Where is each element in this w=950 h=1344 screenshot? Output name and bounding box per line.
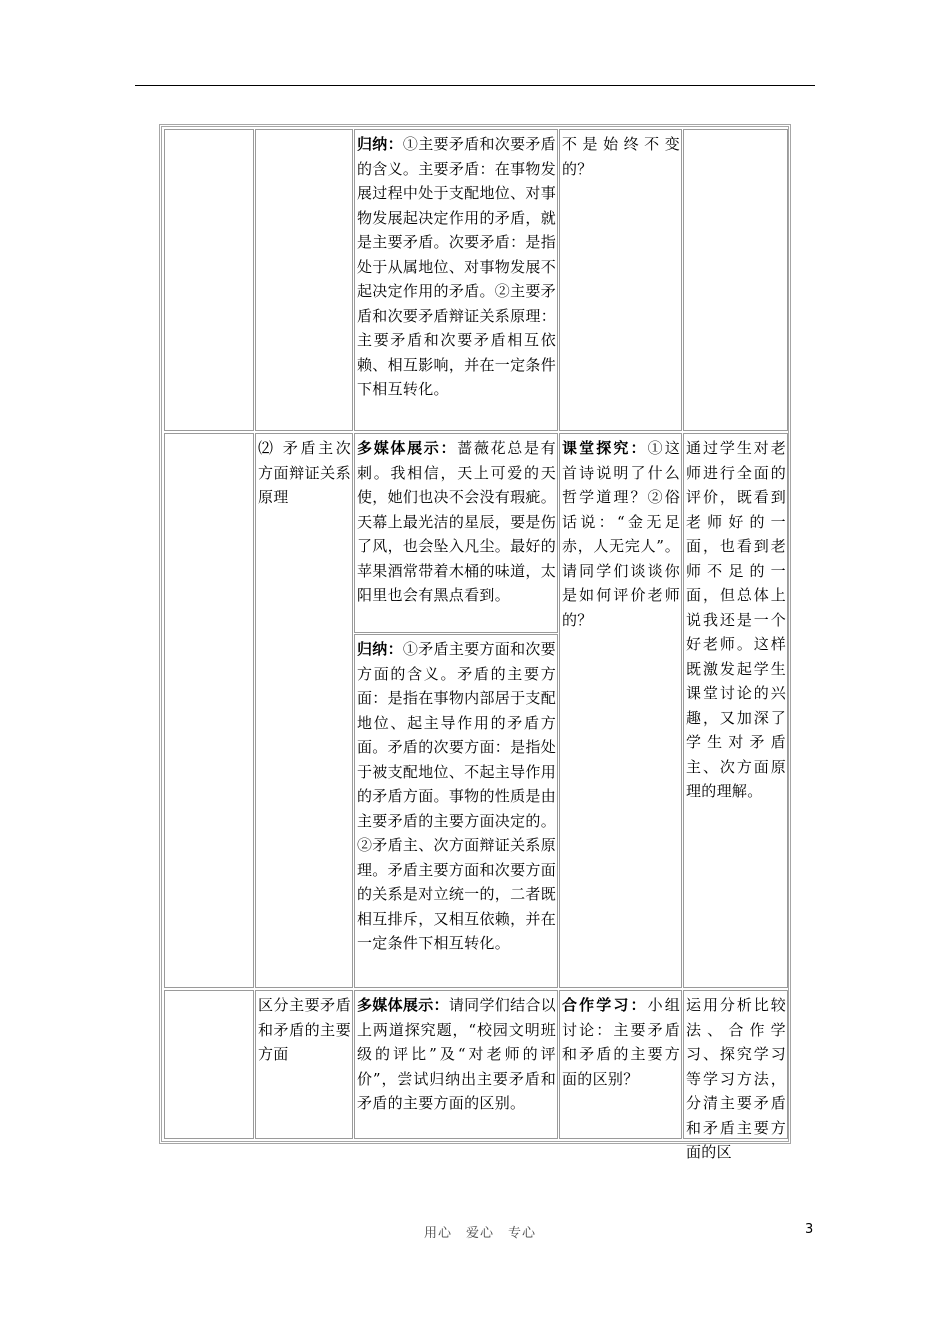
r3-col1-cell	[164, 990, 254, 1139]
r3-student-text: 小组讨论：主要矛盾和矛盾的主要方面的区别？	[562, 996, 680, 1088]
r2-summary-text: ①矛盾主要方面和次要方面的含义。矛盾的主要方面：是指在事物内部居于支配地位、起主导作用的矛盾方面。矛盾的次要方面：是指处于被支配地位、不起主导作用的矛盾方面。事物的性质是由主要矛盾的主要方面决定的。②矛盾主、次方面辩证关系原理。矛盾主要方面和次要方面的关系是对立统一的，二者既相互排斥，又相互依赖，并在一定条件下相互转化。	[357, 640, 556, 952]
r3-topic-cell	[255, 990, 353, 1139]
r1-student-cell	[559, 129, 682, 431]
r2-student-text: ①这首诗说明了什么哲学道理？②俗话说：“金无足赤，人无完人”。请同学们谈谈你是如何评价老师的？	[562, 439, 680, 629]
r3-activity-text: 请同学们结合以上两道探究题，“校园文明班级的评比”及“对老师的评价”，尝试归纳出主要矛盾和矛盾的主要方面的区别。	[357, 996, 556, 1112]
r3-student-cell	[559, 990, 682, 1139]
r2-activity-label: 多媒体展示：	[357, 439, 458, 457]
r1-topic-cell	[255, 129, 353, 431]
page-number: 3	[805, 1222, 814, 1237]
r2-student-cell	[559, 433, 682, 988]
r2-student-label: 课堂探究：	[562, 439, 648, 457]
r2-activity-cell	[354, 433, 558, 633]
r2-topic-cell	[255, 433, 353, 988]
r3-topic-text: 区分主要矛盾和矛盾的主要方面	[258, 996, 351, 1063]
r2-col1-cell	[164, 433, 254, 988]
r3-activity-label: 多媒体展示：	[357, 996, 449, 1014]
r3-activity-cell	[354, 990, 558, 1139]
r2-activity-text: 蔷薇花总是有刺。我相信，天上可爱的天使，她们也决不会没有瑕疵。天幕上最光洁的星辰，要是伤了风，也会坠入凡尘。最好的苹果酒常带着木桶的味道，太阳里也会有黑点看到。	[357, 439, 556, 604]
r1-activity-text: ①主要矛盾和次要矛盾的含义。主要矛盾：在事物发展过程中处于支配地位、对事物发展起决定作用的矛盾，就是主要矛盾。次要矛盾：是指处于从属地位、对事物发展不起决定作用的矛盾。②主要矛盾和次要矛盾辩证关系原理：主要矛盾和次要矛盾相互依赖、相互影响，并在一定条件下相互转化。	[357, 135, 556, 398]
r3-purpose-cell	[683, 990, 788, 1161]
r3-student-label: 合作学习：	[562, 996, 648, 1014]
lesson-plan-table	[159, 124, 791, 1161]
r1-col1-cell	[164, 129, 254, 431]
r3-purpose-text: 运用分析比较法、合作学习、探究学习等学习方法，分清主要矛盾和矛盾主要方面的区	[686, 996, 786, 1161]
r2-topic-text: ⑵ 矛盾主次方面辩证关系原理	[258, 439, 351, 506]
r2-purpose-text: 通过学生对老师进行全面的评价，既看到老师好的一面，也看到老师不足的一面，但总体上说我还是一个好老师。这样既激发起学生课堂讨论的兴趣，又加深了学生对矛盾主、次方面原理的理解。	[686, 439, 786, 800]
header-rule	[135, 85, 815, 86]
r1-purpose-cell	[683, 129, 788, 431]
r2-purpose-cell	[683, 433, 788, 988]
r2-summary-label: 归纳：	[357, 640, 403, 658]
r1-activity-cell	[354, 129, 558, 431]
r2-summary-cell	[354, 634, 558, 988]
r1-activity-label: 归纳：	[357, 135, 403, 153]
footer-motto: 用心 爱心 专心	[423, 1226, 536, 1241]
r1-student-text: 不是始终不变的？	[562, 135, 680, 178]
page-footer	[0, 1222, 950, 1242]
